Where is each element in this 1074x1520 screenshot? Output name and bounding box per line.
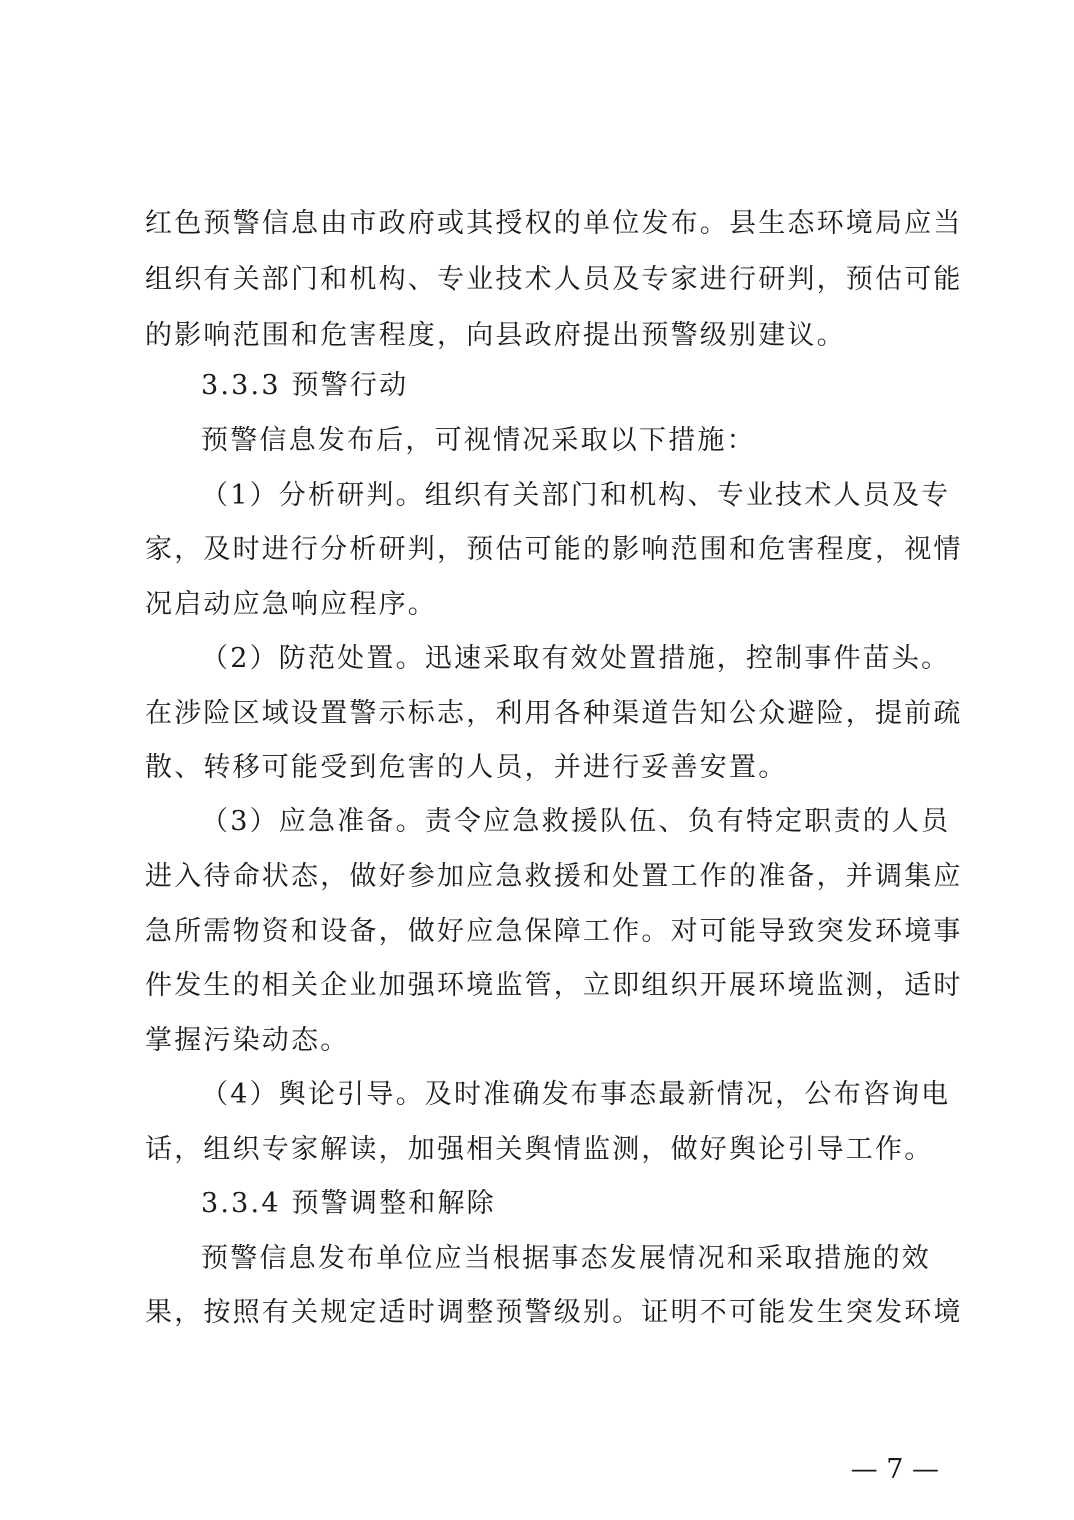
- text-line: 况启动应急响应程序。: [145, 589, 437, 620]
- text-line: 家，及时进行分析研判，预估可能的影响范围和危害程度，视情: [145, 534, 963, 565]
- text-line: 组织有关部门和机构、专业技术人员及专家进行研判，预估可能: [145, 264, 963, 295]
- text-line: 进入待命状态，做好参加应急救援和处置工作的准备，并调集应: [145, 861, 963, 892]
- text-line: 掌握污染动态。: [145, 1025, 350, 1056]
- text-line: 急所需物资和设备，做好应急保障工作。对可能导致突发环境事: [145, 916, 963, 947]
- text-line: 预警信息发布单位应当根据事态发展情况和采取措施的效: [201, 1243, 931, 1274]
- text-line: 的影响范围和危害程度，向县政府提出预警级别建议。: [145, 320, 846, 351]
- text-line: 话，组织专家解读，加强相关舆情监测，做好舆论引导工作。: [145, 1134, 934, 1165]
- text-line: （4）舆论引导。及时准确发布事态最新情况，公布咨询电: [201, 1079, 951, 1110]
- text-line: 预警信息发布后，可视情况采取以下措施：: [201, 425, 756, 456]
- text-line: 件发生的相关企业加强环境监管，立即组织开展环境监测，适时: [145, 970, 963, 1001]
- page-number: — 7 —: [850, 1454, 939, 1485]
- text-line: 在涉险区域设置警示标志，利用各种渠道告知公众避险，提前疏: [145, 698, 963, 729]
- text-line: 果，按照有关规定适时调整预警级别。证明不可能发生突发环境: [145, 1297, 963, 1328]
- text-line: 散、转移可能受到危害的人员，并进行妥善安置。: [145, 752, 788, 783]
- section-heading-3-3-4: 3.3.4 预警调整和解除: [201, 1188, 496, 1219]
- text-line: 红色预警信息由市政府或其授权的单位发布。县生态环境局应当: [145, 208, 963, 239]
- section-heading-3-3-3: 3.3.3 预警行动: [201, 370, 409, 401]
- text-line: （3）应急准备。责令应急救援队伍、负有特定职责的人员: [201, 806, 951, 837]
- text-line: （1）分析研判。组织有关部门和机构、专业技术人员及专: [201, 480, 951, 511]
- text-line: （2）防范处置。迅速采取有效处置措施，控制事件苗头。: [201, 643, 951, 674]
